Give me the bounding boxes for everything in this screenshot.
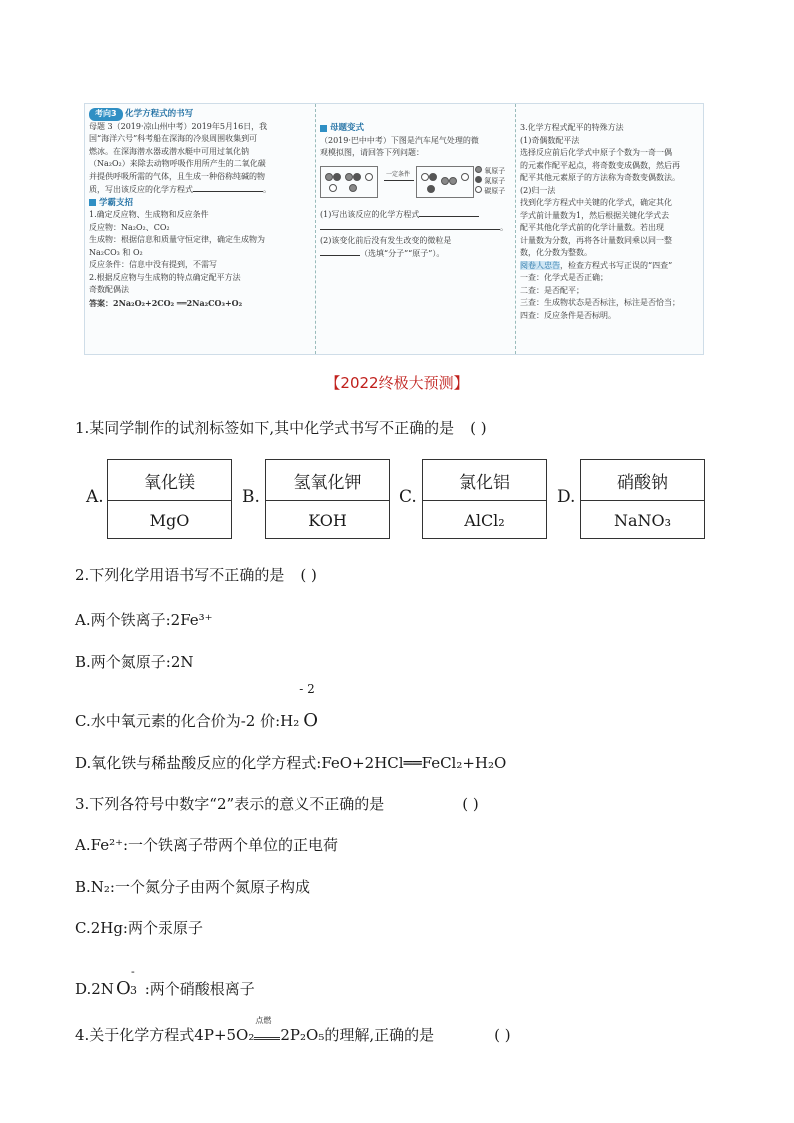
question-4-stem-pre: 4.关于化学方程式4P+5O₂ bbox=[75, 1026, 255, 1044]
variant-question-2: (2)该变化前后没有发生改变的微粒是 bbox=[320, 235, 452, 245]
option-d[interactable] bbox=[75, 965, 255, 999]
answer-blank bbox=[320, 247, 360, 256]
option-d[interactable]: D.氧化铁与稀盐酸反应的化学方程式:FeO+2HCl══FeCl₂+H₂O bbox=[75, 754, 507, 772]
textbook-excerpt-box bbox=[84, 103, 704, 355]
check-line: 二查：是否配平； bbox=[520, 285, 584, 295]
answer-paren: ( ) bbox=[300, 566, 317, 584]
tip-line: Na₂CO₃ 和 O₂ bbox=[89, 247, 143, 257]
reagent-name: 氯化铝 bbox=[423, 460, 546, 501]
question-1-stem: 1.某同学制作的试剂标签如下,其中化学式书写不正确的是 bbox=[75, 419, 455, 437]
grader-advice-tag: 阅卷人忠告 bbox=[520, 260, 560, 270]
method-line: 计量数为分数，再将各计量数同乘以同一整 bbox=[520, 235, 672, 245]
method-line: (1)奇偶数配平法 bbox=[520, 135, 580, 145]
reactant-box bbox=[320, 166, 378, 198]
condition-label: 点燃 bbox=[255, 1016, 272, 1025]
topic-tag: 考向3 bbox=[89, 108, 123, 121]
method-line: 学式前计量数为1，然后根据关键化学式去 bbox=[520, 210, 670, 220]
problem-line: 质，写出该反应的化学方程式 bbox=[89, 185, 193, 194]
answer-blank bbox=[320, 221, 500, 230]
product-box bbox=[416, 166, 474, 198]
option-c[interactable]: C.2Hg:两个汞原子 bbox=[75, 919, 203, 937]
problem-line: 国“海洋六号”科考船在深海的冷泉周围收集到可 bbox=[89, 134, 258, 143]
tips-heading: 学霸支招 bbox=[99, 197, 134, 208]
reagent-formula: AlCl₂ bbox=[464, 511, 505, 530]
valence-mark: - 2 bbox=[299, 682, 315, 696]
reagent-name: 氧化镁 bbox=[108, 460, 231, 501]
tip-line: 奇数配偶法 bbox=[89, 285, 129, 294]
charge-mark: - bbox=[130, 965, 135, 978]
reagent-name: 氢氧化钾 bbox=[266, 460, 389, 501]
method-line: 找到化学方程式中关键的化学式，确定其化 bbox=[520, 198, 672, 207]
excerpt-column-1: 考向3 化学方程式的书写 母题 3（2019·凉山州中考）2019年5月16日，我 国“海洋六号”科考船在深海的冷泉周围收集到可 燃冰。在深海潜水器或潜水艇中可用过氧化钠 （Na₂O₂）来除去动物呼吸作用所产生的二氧化碳 并提供呼吸所需的气体，且生成一种俗称纯碱的物 质，写出该反应的化学方程式 。 学霸支招 1.确定反应物、生成物和反应条件 反应物：Na₂O₂、CO₂ 生成物：根据信息和质量守恒定律，确定生成物为 Na₂CO₃ 和 O₂ 反应条件：信息中没有提到，不需写 2.根据反应物与生成物的特点确定配平方法 奇数配偶法 答案：2Na₂O₂+2CO₂ ══2Na₂CO₃+O₂ bbox=[89, 104, 309, 354]
answer-paren: ( ) bbox=[494, 1026, 511, 1044]
problem-line: （Na₂O₂）来除去动物呼吸作用所产生的二氧化碳 bbox=[89, 159, 266, 168]
answer-line: 答案：2Na₂O₂+2CO₂ ══2Na₂CO₃+O₂ bbox=[89, 297, 243, 308]
tip-line: 1.确定反应物、生成物和反应条件 bbox=[89, 210, 209, 219]
answer-paren: ( ) bbox=[462, 795, 479, 813]
excerpt-column-2: 母题变式 （2019·巴中中考）下图是汽车尾气处理的微 观模拟图，请回答下列问题： 一定条件 氧原子 氮原子 碳原子 (1)写出该反应的化学方程式 。 (2)该变化前后没有发生改变的微粒是 （选填“分子”“原子”）。 bbox=[315, 104, 514, 354]
tip-line: 生成物：根据信息和质量守恒定律，确定生成物为 bbox=[89, 235, 265, 244]
reagent-label-c[interactable] bbox=[422, 459, 547, 539]
reagent-name: 硝酸钠 bbox=[581, 460, 704, 501]
nitrate-symbol: O - 3 bbox=[115, 965, 137, 999]
method-line: 的元素作配平起点，将奇数变成偶数，然后再 bbox=[520, 160, 680, 170]
arrow-label: 一定条件 bbox=[386, 170, 411, 178]
problem-line: 母题 3（2019·凉山州中考）2019年5月16日，我 bbox=[89, 121, 268, 131]
option-letter: C. bbox=[399, 487, 417, 507]
variant-heading: 母题变式 bbox=[330, 123, 365, 133]
option-c-text: C.水中氧元素的化合价为-2 价:H₂ bbox=[75, 712, 300, 730]
reagent-formula: NaNO₃ bbox=[613, 511, 672, 530]
oxygen-symbol: O - 2 bbox=[299, 682, 319, 731]
problem-line: 燃冰。在深海潜水器或潜水艇中可用过氧化钠 bbox=[89, 146, 249, 156]
method-line: 数，化分数为整数。 bbox=[520, 248, 592, 257]
question-3 bbox=[75, 793, 479, 814]
answer-blank bbox=[193, 183, 263, 192]
diagram-legend: 氧原子 氮原子 碳原子 bbox=[475, 166, 505, 196]
reagent-formula: MgO bbox=[149, 511, 190, 530]
check-line: 三查：生成物状态是否标注，标注是否恰当； bbox=[520, 298, 680, 307]
check-line: 一查：化学式是否正确； bbox=[520, 273, 608, 282]
subscript-3: 3 bbox=[129, 984, 137, 997]
option-letter: D. bbox=[557, 487, 576, 507]
option-a[interactable]: A.Fe²⁺:一个铁离子带两个单位的正电荷 bbox=[75, 836, 339, 854]
reagent-label-b[interactable] bbox=[265, 459, 390, 539]
question-4-stem-post: 2P₂O₅的理解,正确的是 bbox=[280, 1026, 435, 1044]
option-letter: A. bbox=[86, 487, 104, 507]
grader-advice-text: 检查方程式书写正误的“四查” bbox=[568, 260, 673, 270]
question-2 bbox=[75, 564, 317, 585]
tip-line: 2.根据反应物与生成物的特点确定配平方法 bbox=[89, 272, 241, 282]
tip-line: 反应物：Na₂O₂、CO₂ bbox=[89, 222, 170, 232]
question-3-stem: 3.下列各符号中数字“2”表示的意义不正确的是 bbox=[75, 795, 385, 813]
reagent-label-a[interactable] bbox=[107, 459, 232, 539]
answer-paren: ( ) bbox=[470, 419, 487, 437]
reagent-labels bbox=[86, 459, 706, 541]
method-line: 3.化学方程式配平的特殊方法 bbox=[520, 123, 624, 132]
option-c[interactable] bbox=[75, 682, 319, 731]
problem-line: 并提供呼吸所需的气体，且生成一种俗称纯碱的物 bbox=[89, 171, 265, 181]
section-title: 【2022终极大预测】 bbox=[325, 374, 469, 392]
topic-heading: 化学方程式的书写 bbox=[125, 109, 194, 119]
variant-question-1: (1)写出该反应的化学方程式 bbox=[320, 209, 420, 219]
variant-line: （2019·巴中中考）下图是汽车尾气处理的微 bbox=[320, 135, 479, 145]
option-a[interactable]: A.两个铁离子:2Fe³⁺ bbox=[75, 611, 213, 629]
reaction-equals bbox=[254, 1016, 280, 1040]
square-bullet-icon bbox=[89, 199, 96, 206]
reagent-label-d[interactable] bbox=[580, 459, 705, 539]
answer-blank bbox=[419, 208, 479, 217]
tip-line: 反应条件：信息中没有提到，不需写 bbox=[89, 260, 217, 269]
method-line: 配平其他化学式前的化学计量数。若出现 bbox=[520, 223, 664, 232]
option-letter: B. bbox=[242, 487, 260, 507]
reagent-formula: KOH bbox=[308, 511, 347, 530]
check-line: 四查：反应条件是否标明。 bbox=[520, 310, 616, 320]
option-b[interactable]: B.两个氮原子:2N bbox=[75, 653, 194, 671]
question-1 bbox=[75, 417, 487, 438]
option-d-text: :两个硝酸根离子 bbox=[144, 980, 255, 998]
method-line: 选择反应前后化学式中原子个数为一奇一偶 bbox=[520, 148, 672, 157]
method-line: (2)归一法 bbox=[520, 185, 556, 195]
question-4 bbox=[75, 1016, 511, 1045]
option-d-prefix: D.2N bbox=[75, 980, 114, 998]
option-b[interactable]: B.N₂:一个氮分子由两个氮原子构成 bbox=[75, 878, 310, 896]
variant-line: 观模拟图，请回答下列问题： bbox=[320, 148, 424, 157]
method-line: 配平其他元素原子的方法称为奇数变偶数法。 bbox=[520, 173, 680, 182]
variant-question-2: （选填“分子”“原子”）。 bbox=[360, 249, 445, 258]
square-bullet-icon bbox=[320, 125, 327, 132]
excerpt-column-3: 3.化学方程式配平的特殊方法 (1)奇偶数配平法 选择反应前后化学式中原子个数为一奇一偶 的元素作配平起点，将奇数变成偶数，然后再 配平其他元素原子的方法称为奇数变偶数法。 (2)归一法 找到化学方程式中关键的化学式，确定其化 学式前计量数为1，然后根据关键化学式去 配平其他化学式前的化学计量数。若出现 计量数为分数，再将各计量数同乘以同一整 数，化分数为整数。 阅卷人忠告，检查方程式书写正误的“四查” 一查：化学式是否正确； 二查：是否配平； 三查：生成物状态是否标注，标注是否恰当； 四查：反应条件是否标明。 bbox=[515, 104, 705, 354]
question-2-stem: 2.下列化学用语书写不正确的是 bbox=[75, 566, 285, 584]
reaction-diagram bbox=[320, 164, 514, 204]
